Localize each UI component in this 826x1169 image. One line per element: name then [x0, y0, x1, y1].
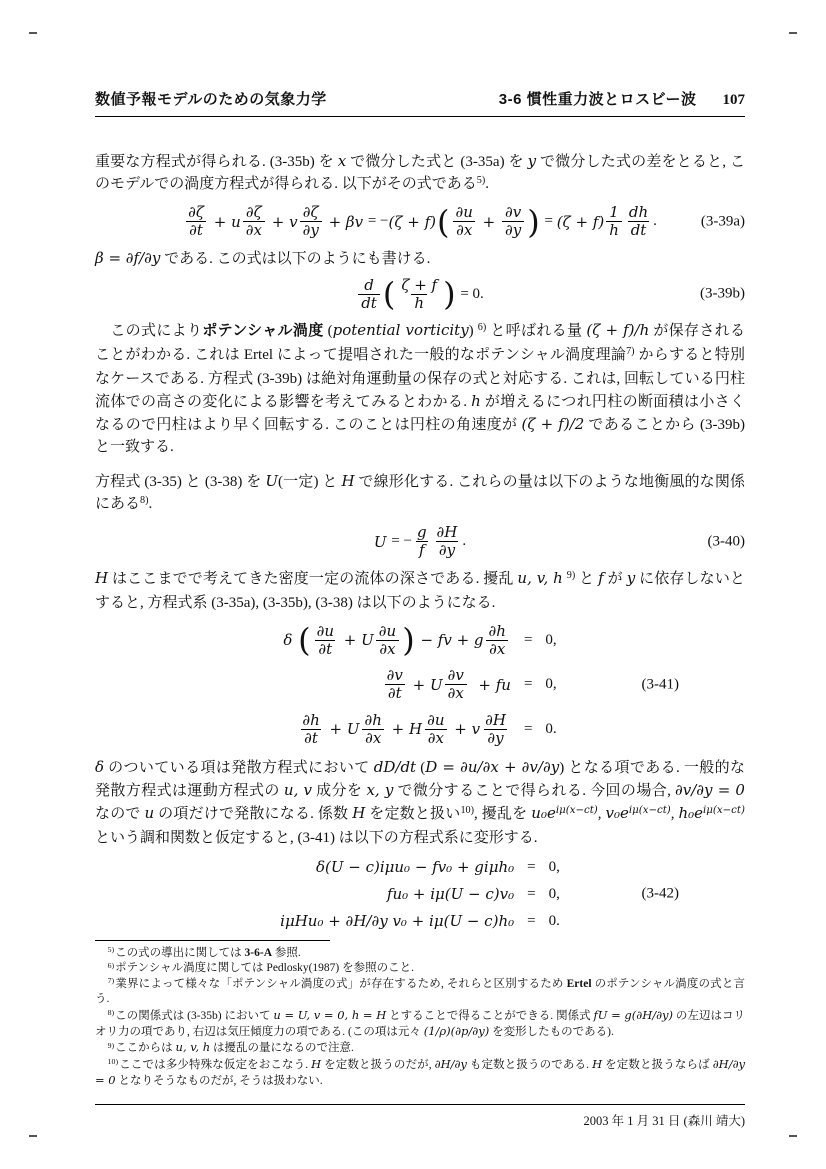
page-footer	[95, 1104, 745, 1129]
page-content	[95, 0, 745, 1129]
footnote-marker: 5)	[107, 945, 115, 955]
paragraph-4: 方程式 (3-35) と (3-38) を U(一定) と H で線形化する. これらの量は以下のような地衡風的な関係にある$^{8)}$.	[95, 472, 745, 512]
footnote-separator-rule	[95, 940, 330, 941]
footnote-marker: 10)	[107, 1057, 119, 1067]
crop-mark	[29, 1135, 37, 1137]
crop-mark	[789, 1135, 797, 1137]
footer-date: 2003 年 1 月 31 日 (森川 靖大)	[583, 1113, 745, 1128]
paragraph-6: δ のついている項は発散方程式において dD/dt (D = ∂u/∂x + ∂v/∂y) となる項である. 一般的な発散方程式は運動方程式の u, v 成分を x, y で微分することで得られる. 今回の場合, ∂v/∂y = 0 なので u の項だけで発散になる. 係数 H を定数と扱い$^{10)}$, 擾乱を $u_0e^{i\mu(x-ct)}$, $v_0e^{i\mu(x-ct)}$, $h_0e^{i\mu(x-ct)}$ という調和関数と仮定すると, (3-41) は以下の方程式系に変形する.	[95, 758, 746, 846]
footnote-marker: 9)	[107, 1040, 115, 1050]
crop-mark	[29, 32, 37, 34]
equation-body: $\frac{\partial\zeta}{\partial t}$ + u $\frac{\partial\zeta}{\partial x}$ + v $\frac{\partial\zeta}{\partial y}$ + βv = − (ζ + f) ( $\frac{\partial u}{\partial x}$ + $\frac{\partial v}{\partial y}$ ) = (ζ + f) $\frac{1}{h}$ $\frac{dh}{dt}$ .	[188, 202, 657, 241]
footnote-6	[95, 961, 745, 976]
equation-3-42	[95, 858, 745, 930]
page-number: 107	[722, 92, 745, 108]
footnote-9	[95, 1040, 745, 1056]
footnote-marker: 7)	[107, 976, 115, 986]
section-title: 3-6 慣性重力波とロスビー波	[498, 91, 697, 108]
footnote-8	[95, 1008, 745, 1041]
paragraph-5: H はここまでで考えてきた密度一定の流体の深さである. 擾乱 u, v, h $^{9)}$ と f が y に依存しないとすると, 方程式系 (3-35a), (3-35b), (3-38) は以下のようになる.	[95, 568, 745, 611]
page-header	[95, 88, 745, 117]
equation-tag-3-40: (3-40)	[707, 533, 745, 550]
paragraph-3: この式によりポテンシャル渦度 (potential vorticity) $^{6)}$ と呼ばれる量 (ζ + f)/h が保存されることがわかる. これは Ertel によって提唱された一般的なポテンシャル渦度理論$^{7)}$ からすると特別なケースである. 方程式 (3-39b) は絶対角運動量の保存の式と対応する. これは, 回転している円柱流体での高さの変化による影響を考えてみるとわかる. h が増えるにつれ円柱の断面積は小さくなるので円柱はより早く回転する. このことは円柱の角速度が (ζ + f)/2 であることから (3-39b) と一致する.	[95, 321, 745, 455]
footnote-7	[95, 977, 745, 1008]
equation-tag-3-39a: (3-39a)	[700, 213, 745, 230]
equation-3-39a	[95, 204, 745, 240]
footnote-text: ポテンシャル渦度に関しては Pedlosky(1987) を参照のこと.	[115, 962, 415, 975]
footnote-text: ここからは u, v, h は擾乱の量になるので注意.	[115, 1040, 354, 1055]
equation-tag-3-42: (3-42)	[641, 885, 679, 902]
footnote-text: 業界によって様々な「ポテンシャル渦度の式」が存在するため, それらと区別するため Ertel のポテンシャル渦度の式と言う.	[95, 977, 746, 1006]
header-right	[499, 88, 745, 109]
equation-tag-3-41: (3-41)	[641, 676, 679, 693]
equation-3-40	[95, 524, 745, 560]
equation-body: U = − $\frac{g}{f}$ $\frac{\partial H}{\partial y}$ .	[373, 523, 467, 560]
crop-mark	[789, 32, 797, 34]
footnote-marker: 6)	[107, 960, 115, 970]
paragraph-2: β = ∂f/∂y である. この式は以下のようにも書ける.	[95, 248, 431, 267]
paragraph-1: 重要な方程式が得られる. (3-35b) を x で微分した式と (3-35a) を y で微分した式の差をとると, このモデルでの渦度方程式が得られる. 以下がその式である$^{5)}$.	[95, 152, 745, 192]
footnote-text: この関係式は (3-35b) において u = U, v = 0, h = H とすることで得ることができる. 関係式 fU = g(∂H/∂y) の左辺はコリオリ力の項であり, 右辺は気圧傾度力の項である. (この項は元々 (1/ρ)(∂p/∂y) を変形したものである).	[95, 1007, 745, 1039]
running-title: 数値予報モデルのための気象力学	[95, 91, 327, 108]
equation-3-39b	[95, 277, 745, 313]
equation-system: δ ( $\frac{\partial u}{\partial t}$ + U $\frac{\partial u}{\partial x}$ ) − fv + g $\frac{\partial h}{\partial x}$ = 0, $\frac{\partial v}{\partial t}$ + U $\frac{\partial v}{\partial x}$ + fu = 0, $\frac{\partial h}{\partial t}$ + U $\frac{\partial h}{\partial x}$ + H $\frac{\partial u}{\partial x}$ + v $\frac{\partial H}{\partial y}$ = 0.	[283, 621, 557, 747]
equation-body: $\frac{d}{dt}$ ( $\frac{\zeta + f}{h}$ ) = 0.	[356, 277, 484, 313]
equation-tag-3-39b: (3-39b)	[700, 285, 745, 302]
equation-system: δ(U − c)iμu₀ − fv₀ + giμh₀ = 0, fu₀ + iμ(U − c)v₀ = 0, iμHu₀ + ∂H/∂y v₀ + iμ(U − c)h₀ = 0.	[280, 858, 560, 930]
footnote-text: この式の導出に関しては 3-6-A 参照.	[115, 947, 301, 959]
footnote-text: ここでは多少特殊な仮定をおこなう. H を定数と扱うのだが, ∂H/∂y も定数と扱うのである. H を定数と扱うならば ∂H/∂y = 0 となりそうなものだが, そうは扱わない.	[95, 1056, 746, 1088]
footnote-10	[95, 1057, 745, 1090]
equation-3-41	[95, 623, 745, 748]
footnote-block	[95, 946, 745, 1090]
footnote-marker: 8)	[107, 1008, 115, 1018]
footnote-5	[95, 946, 745, 961]
